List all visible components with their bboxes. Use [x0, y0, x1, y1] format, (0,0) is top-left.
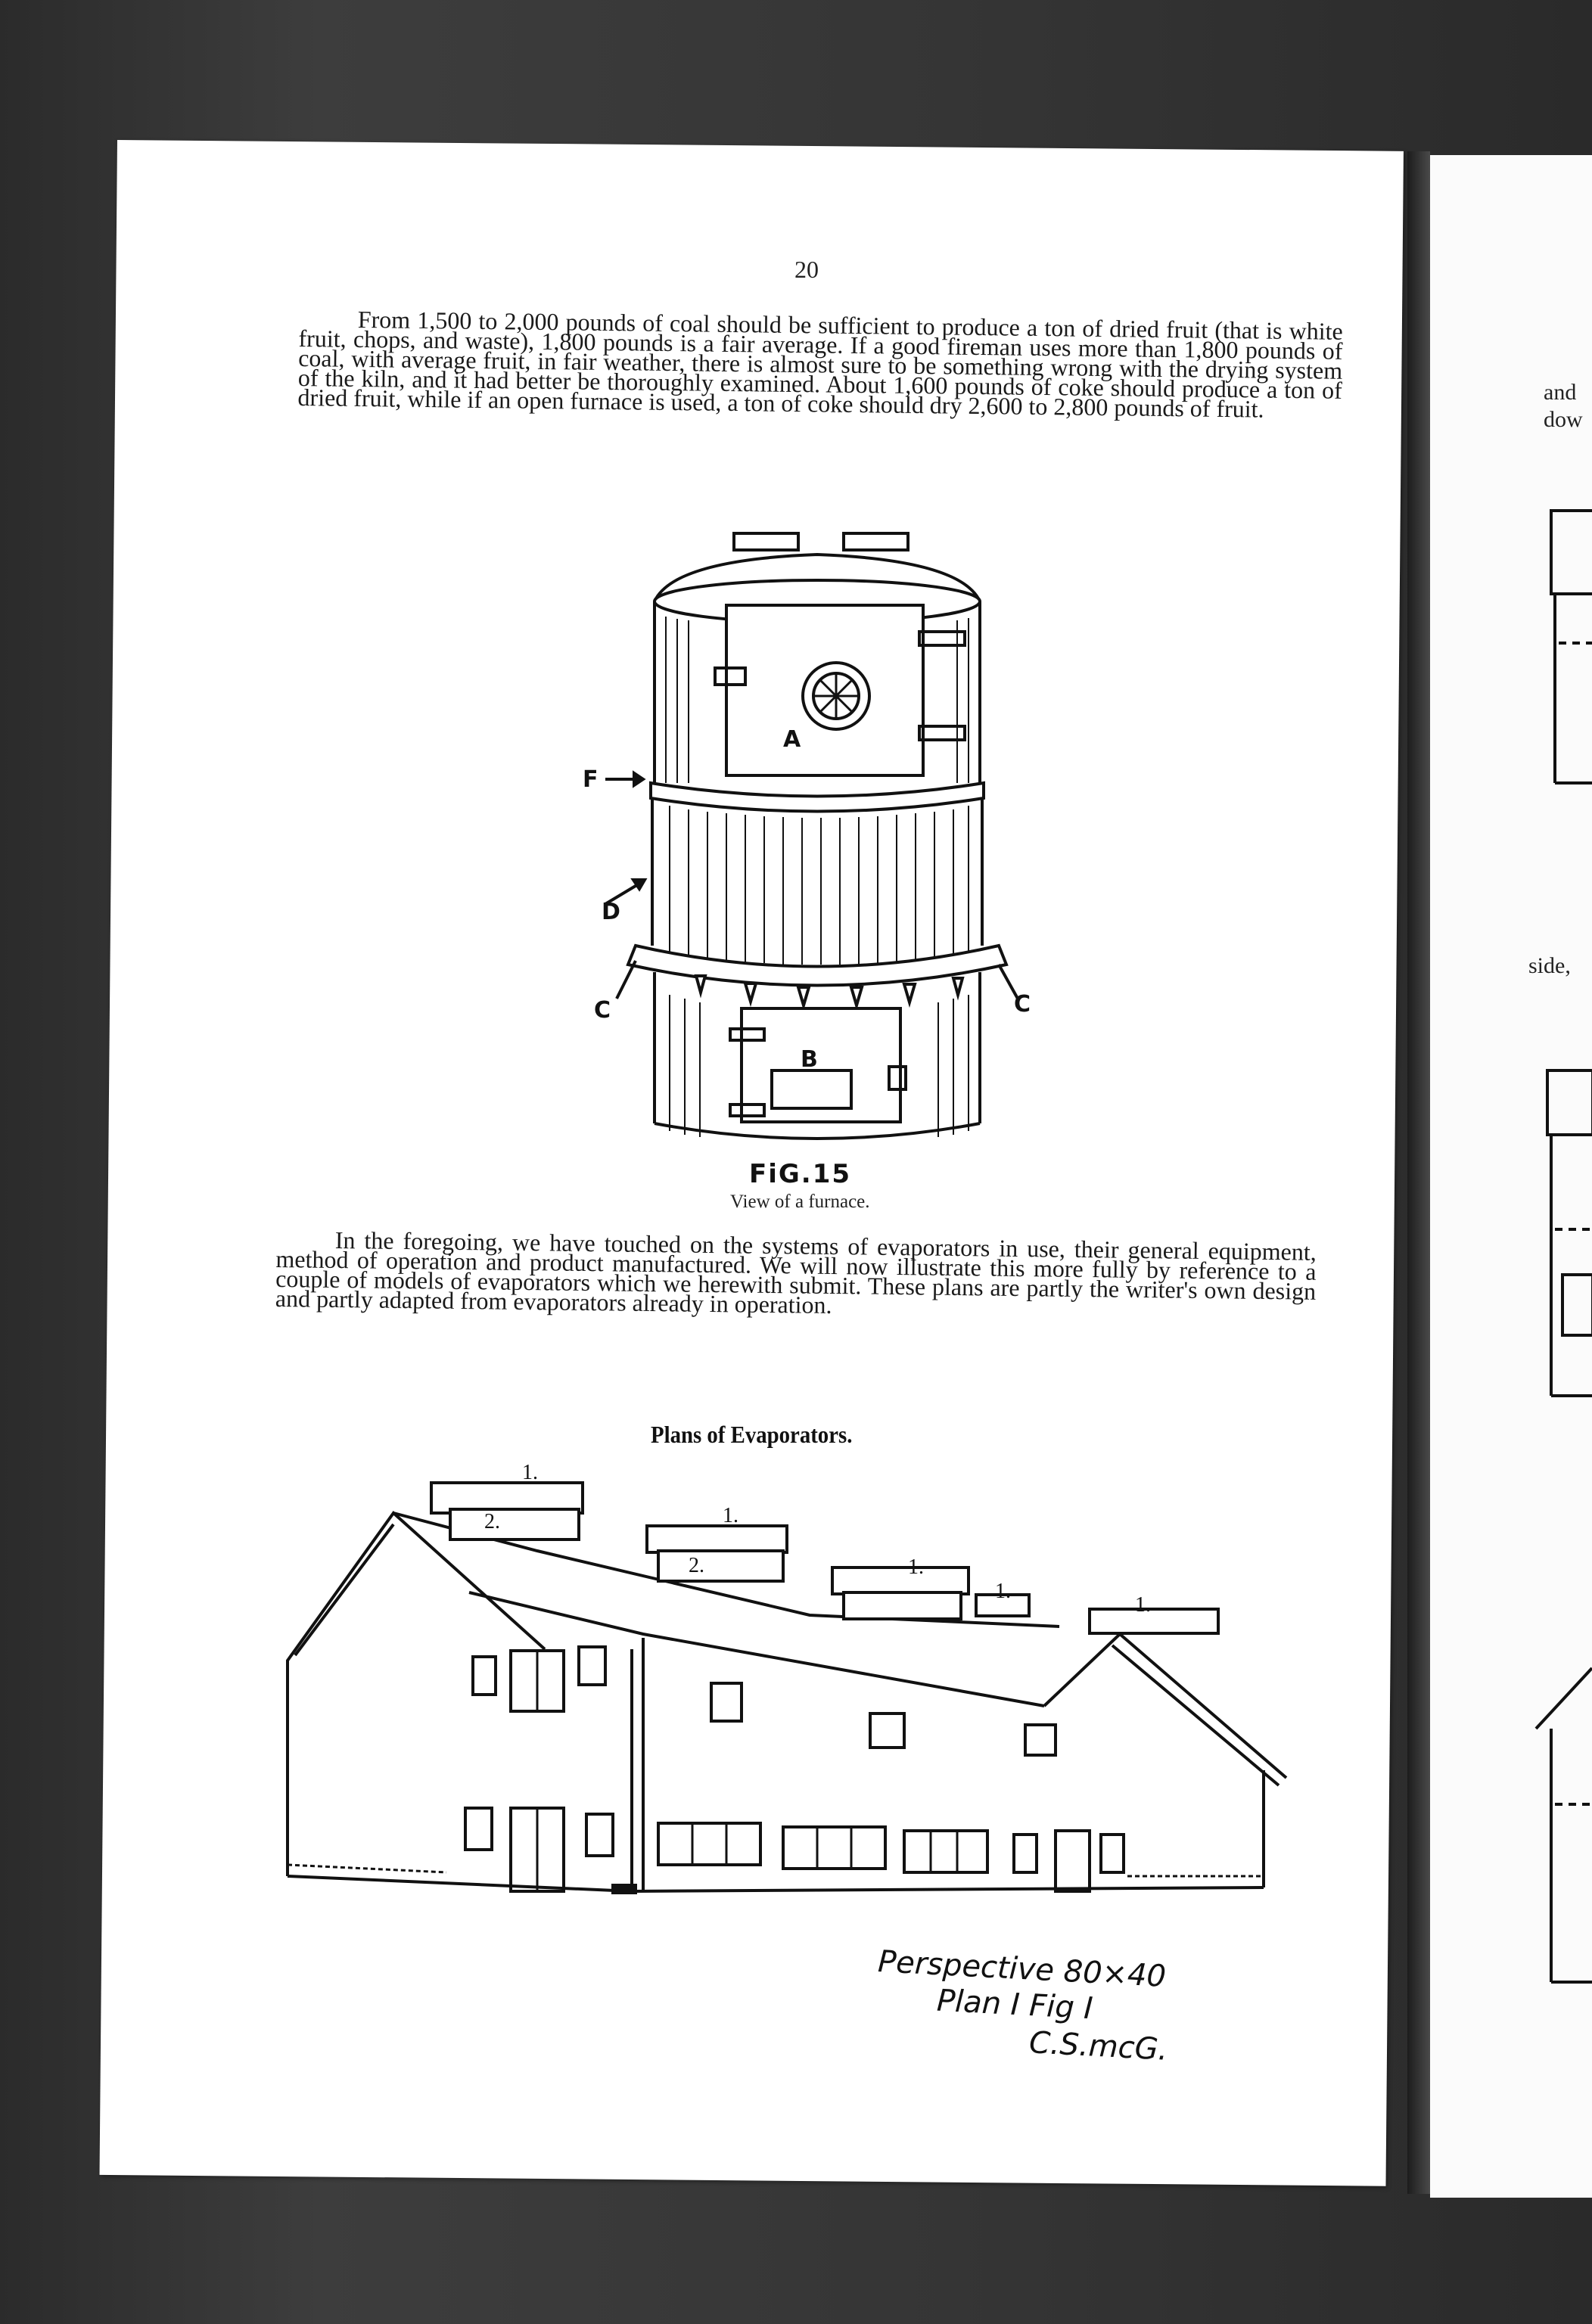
handwritten-plan: Plan I Fig I — [935, 1983, 1094, 2027]
facing-page-fragment: side, — [1528, 953, 1571, 978]
furnace-label-c-left: C — [594, 997, 611, 1024]
vent-label-2b: 2. — [689, 1554, 704, 1577]
vent-label-1c: 1. — [908, 1555, 924, 1579]
vent-label-1d: 1. — [995, 1580, 1011, 1603]
furnace-label-a: A — [783, 726, 801, 753]
facing-page — [1430, 155, 1592, 2198]
handwritten-perspective: Perspective 80×40 — [877, 1944, 1168, 1994]
paragraph-coal-usage: From 1,500 to 2,000 pounds of coal should be sufficient to produce a ton of dried fruit (that is white fruit, chops, and waste), 1,800 pounds is a fair average. If a good fireman uses more than 1,800 pounds of coal, with average fruit, in fair weather, there is almost sure to be something wrong with the drying system of the kiln, and it had better be thoroughly examined. About 1,600 pounds of coke should produce a ton of dried fruit, while if an open furnace is used, a ton of coke should dry 2,600 to 2,800 pounds of fruit. — [297, 305, 1343, 423]
facing-page-fragment: dow — [1544, 407, 1583, 432]
handwritten-initials: C.S.mcG. — [1028, 2025, 1169, 2068]
vent-label-2a: 2. — [484, 1510, 500, 1533]
section-title: Plans of Evaporators. — [651, 1421, 853, 1448]
book-gutter — [1407, 151, 1430, 2194]
vent-label-1e: 1. — [1135, 1593, 1151, 1617]
figure-label: FiG.15 — [749, 1159, 852, 1189]
paragraph-evaporators-intro: In the foregoing, we have touched on the systems of evaporators in use, their general equipment, method of operation and product manufactured. We will now illustrate this more fully by reference to a couple of models of evaporators which we herewith submit. These plans are partly the writer's own design and partly adapted from evaporators already in operation. — [275, 1226, 1317, 1319]
page-number: 20 — [794, 256, 819, 283]
vent-label-1b: 1. — [723, 1504, 738, 1527]
furnace-label-b: B — [801, 1046, 818, 1073]
figure-caption: View of a furnace. — [730, 1192, 870, 1212]
furnace-label-f: F — [583, 766, 599, 793]
facing-page-fragment: and — [1544, 380, 1577, 405]
vent-label-1a: 1. — [522, 1461, 538, 1484]
evaporator-perspective-drawing — [280, 1452, 1309, 1922]
furnace-illustration — [583, 533, 1112, 1154]
furnace-label-d: D — [602, 899, 620, 925]
facing-page-drawing — [1430, 155, 1592, 2198]
furnace-label-c-right: C — [1014, 991, 1031, 1018]
